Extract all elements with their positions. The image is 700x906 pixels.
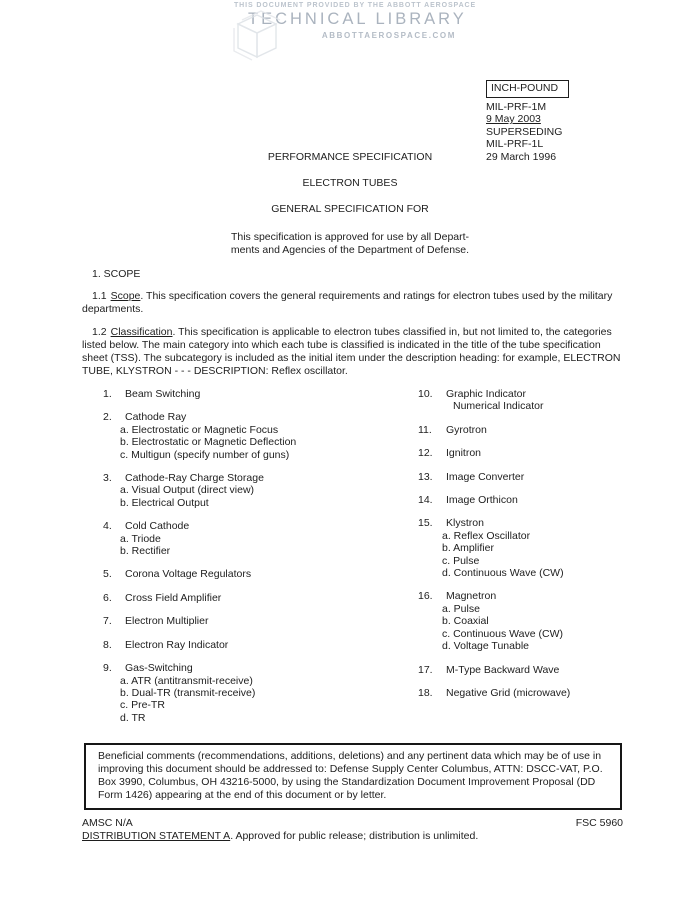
category-number: 17. bbox=[418, 663, 433, 676]
distribution-statement-text: . Approved for public release; distribution is unlimited. bbox=[230, 830, 479, 843]
category-item-main bbox=[418, 471, 623, 483]
category-number: 12. bbox=[418, 447, 433, 460]
category-item bbox=[103, 472, 418, 509]
approval-line-1: This specification is approved for use by all Depart- bbox=[230, 231, 470, 243]
category-item-main bbox=[418, 517, 623, 529]
category-item-main bbox=[418, 687, 623, 699]
category-item bbox=[103, 662, 418, 724]
category-label: Gyrotron bbox=[446, 423, 487, 436]
category-label: Cross Field Amplifier bbox=[125, 591, 222, 604]
category-column-right bbox=[418, 388, 623, 735]
paragraph-text: . This specification is applicable to electron tubes classified in, but not limited to, the categories listed below. The main category into which each tube is classified is indicated in the title of the tube specification sheet (TSS). The subcategory is included as the initial item under the description heading: for example, ELECTRON TUBE, KLYSTRON - - - DESCRIPTION: Reflex oscillator. bbox=[82, 326, 621, 377]
watermark-site-link[interactable]: ABBOTTAEROSPACE.COM bbox=[321, 31, 456, 40]
category-label: Graphic Indicator bbox=[446, 388, 526, 400]
previous-document-number: MIL-PRF-1L bbox=[486, 138, 544, 151]
category-number: 5. bbox=[103, 568, 112, 581]
general-spec-title: GENERAL SPECIFICATION FOR bbox=[271, 203, 429, 215]
cube-logo-icon bbox=[228, 8, 286, 62]
category-item bbox=[103, 615, 418, 627]
category-subitem: a. Pulse bbox=[442, 602, 480, 615]
subject-title: ELECTRON TUBES bbox=[302, 177, 398, 189]
footer-codes-row bbox=[82, 817, 623, 830]
category-list bbox=[103, 388, 623, 735]
category-label: Gas-Switching bbox=[125, 662, 193, 675]
spec-type-title: PERFORMANCE SPECIFICATION bbox=[267, 151, 433, 163]
category-item bbox=[103, 388, 418, 400]
category-label: Cathode-Ray Charge Storage bbox=[125, 472, 264, 485]
category-item-main bbox=[103, 639, 418, 651]
category-item-main bbox=[103, 388, 418, 400]
category-continuation: Numerical Indicator bbox=[453, 400, 544, 413]
abbott-technical-library-watermark bbox=[228, 2, 477, 40]
category-item bbox=[418, 494, 623, 506]
category-item bbox=[103, 568, 418, 580]
category-item-main bbox=[103, 592, 418, 604]
category-subitem: b. Rectifier bbox=[120, 545, 171, 558]
category-subitem: c. Pre-TR bbox=[120, 699, 165, 712]
paragraph-term: Scope bbox=[110, 290, 141, 302]
category-item-main bbox=[103, 520, 418, 532]
category-number: 6. bbox=[103, 591, 112, 604]
category-number: 10. bbox=[418, 388, 433, 400]
watermark-provided-line: THIS DOCUMENT PROVIDED BY THE ABBOTT AEROSPACE bbox=[234, 2, 477, 9]
category-number: 11. bbox=[418, 423, 432, 436]
category-item-main bbox=[418, 664, 623, 676]
paragraph-number: 1.1 bbox=[92, 290, 107, 302]
page-footer bbox=[82, 817, 623, 843]
category-subitem: b. Coaxial bbox=[442, 615, 489, 628]
category-number: 8. bbox=[103, 638, 112, 651]
approval-statement bbox=[0, 231, 700, 257]
category-number: 16. bbox=[418, 590, 433, 603]
category-label: Image Orthicon bbox=[446, 494, 518, 507]
inch-pound-box: INCH-POUND bbox=[486, 80, 569, 98]
category-number: 13. bbox=[418, 470, 433, 483]
category-number: 2. bbox=[103, 411, 112, 424]
category-item bbox=[418, 590, 623, 652]
category-subitem: c. Continuous Wave (CW) bbox=[442, 627, 563, 640]
category-label: Electron Ray Indicator bbox=[125, 638, 229, 651]
distribution-statement-term: DISTRIBUTION STATEMENT A bbox=[82, 830, 231, 843]
category-column-left bbox=[103, 388, 418, 735]
category-label: Corona Voltage Regulators bbox=[125, 568, 252, 581]
category-item-main bbox=[103, 662, 418, 674]
category-item-main bbox=[103, 411, 418, 423]
category-number: 15. bbox=[418, 517, 433, 530]
category-label: Cold Cathode bbox=[125, 520, 190, 533]
category-item bbox=[418, 447, 623, 459]
body-text bbox=[82, 268, 623, 843]
category-number: 14. bbox=[418, 494, 433, 507]
category-label: Image Converter bbox=[446, 470, 525, 483]
category-item-main bbox=[103, 472, 418, 484]
category-item-main bbox=[418, 494, 623, 506]
document-number: MIL-PRF-1M bbox=[486, 100, 547, 113]
category-subitem: d. TR bbox=[120, 711, 146, 724]
category-number: 3. bbox=[103, 472, 112, 485]
title-block bbox=[0, 151, 700, 257]
category-subitem: d. Voltage Tunable bbox=[442, 640, 529, 653]
category-subitem: b. Dual-TR (transmit-receive) bbox=[120, 686, 256, 699]
category-subitem: b. Amplifier bbox=[442, 542, 494, 555]
category-item bbox=[103, 592, 418, 604]
category-subitem: d. Continuous Wave (CW) bbox=[442, 567, 564, 580]
category-item-main bbox=[103, 568, 418, 580]
category-item bbox=[418, 517, 623, 579]
category-subitem: c. Multigun (specify number of guns) bbox=[120, 448, 290, 461]
category-label: Cathode Ray bbox=[125, 411, 187, 424]
paragraph-term: Classification bbox=[110, 326, 173, 338]
category-subitem: b. Electrical Output bbox=[120, 496, 209, 509]
category-number: 9. bbox=[103, 662, 112, 675]
category-number: 1. bbox=[103, 388, 112, 400]
category-item bbox=[418, 388, 623, 413]
category-label: Klystron bbox=[446, 517, 484, 530]
classification-paragraph bbox=[82, 326, 623, 378]
category-subitem: b. Electrostatic or Magnetic Deflection bbox=[120, 436, 297, 449]
category-item bbox=[418, 664, 623, 676]
category-label: Beam Switching bbox=[125, 388, 201, 400]
category-item-main bbox=[418, 388, 623, 400]
category-subitem: a. Electrostatic or Magnetic Focus bbox=[120, 423, 279, 436]
paragraph-number: 1.2 bbox=[92, 326, 107, 338]
category-item-main bbox=[418, 424, 623, 436]
category-label: Magnetron bbox=[446, 590, 497, 603]
category-label: M-Type Backward Wave bbox=[446, 663, 560, 676]
category-item-main bbox=[418, 590, 623, 602]
distribution-statement bbox=[82, 830, 623, 843]
superseding-label: SUPERSEDING bbox=[486, 125, 563, 138]
category-item bbox=[418, 471, 623, 483]
category-subitem: a. Visual Output (direct view) bbox=[120, 484, 255, 497]
category-item bbox=[103, 639, 418, 651]
beneficial-comments-box: Beneficial comments (recommendations, additions, deletions) and any pertinent data which may be of use in improving this document should be addressed to: Defense Supply Center Columbus, ATTN: DSCC-VAT, P.O. Box 3990, Columbus, OH 43216-5000, by using the Standardization Document Improvement Proposal (DD Form 1426) appearing at the end of this document or by letter. bbox=[84, 743, 622, 810]
fsc-code: FSC 5960 bbox=[575, 817, 623, 830]
category-number: 7. bbox=[103, 615, 112, 628]
scope-paragraph bbox=[82, 290, 623, 316]
category-number: 18. bbox=[418, 686, 433, 699]
category-item bbox=[103, 520, 418, 557]
previous-document-date: 29 March 1996 bbox=[486, 150, 557, 163]
category-label: Electron Multiplier bbox=[125, 615, 209, 628]
category-item bbox=[103, 411, 418, 461]
category-item-main bbox=[103, 615, 418, 627]
category-number: 4. bbox=[103, 520, 112, 533]
category-subitem: c. Pulse bbox=[442, 554, 480, 567]
category-item bbox=[418, 687, 623, 699]
category-label: Ignitron bbox=[446, 447, 482, 460]
amsc-code: AMSC N/A bbox=[82, 817, 133, 830]
approval-line-2: ments and Agencies of the Department of Defense. bbox=[230, 244, 470, 256]
watermark-title: TECHNICAL LIBRARY bbox=[248, 10, 467, 28]
category-label: Negative Grid (microwave) bbox=[446, 686, 571, 699]
category-item bbox=[418, 424, 623, 436]
category-subitem: a. Triode bbox=[120, 532, 161, 545]
paragraph-text: . This specification covers the general requirements and ratings for electron tubes used by the military departments. bbox=[82, 290, 613, 315]
scope-section-heading: 1. SCOPE bbox=[92, 268, 141, 280]
category-subitem: a. Reflex Oscillator bbox=[442, 529, 531, 542]
category-item-main bbox=[418, 447, 623, 459]
document-date: 9 May 2003 bbox=[486, 113, 541, 126]
category-subitem: a. ATR (antitransmit-receive) bbox=[120, 674, 253, 687]
